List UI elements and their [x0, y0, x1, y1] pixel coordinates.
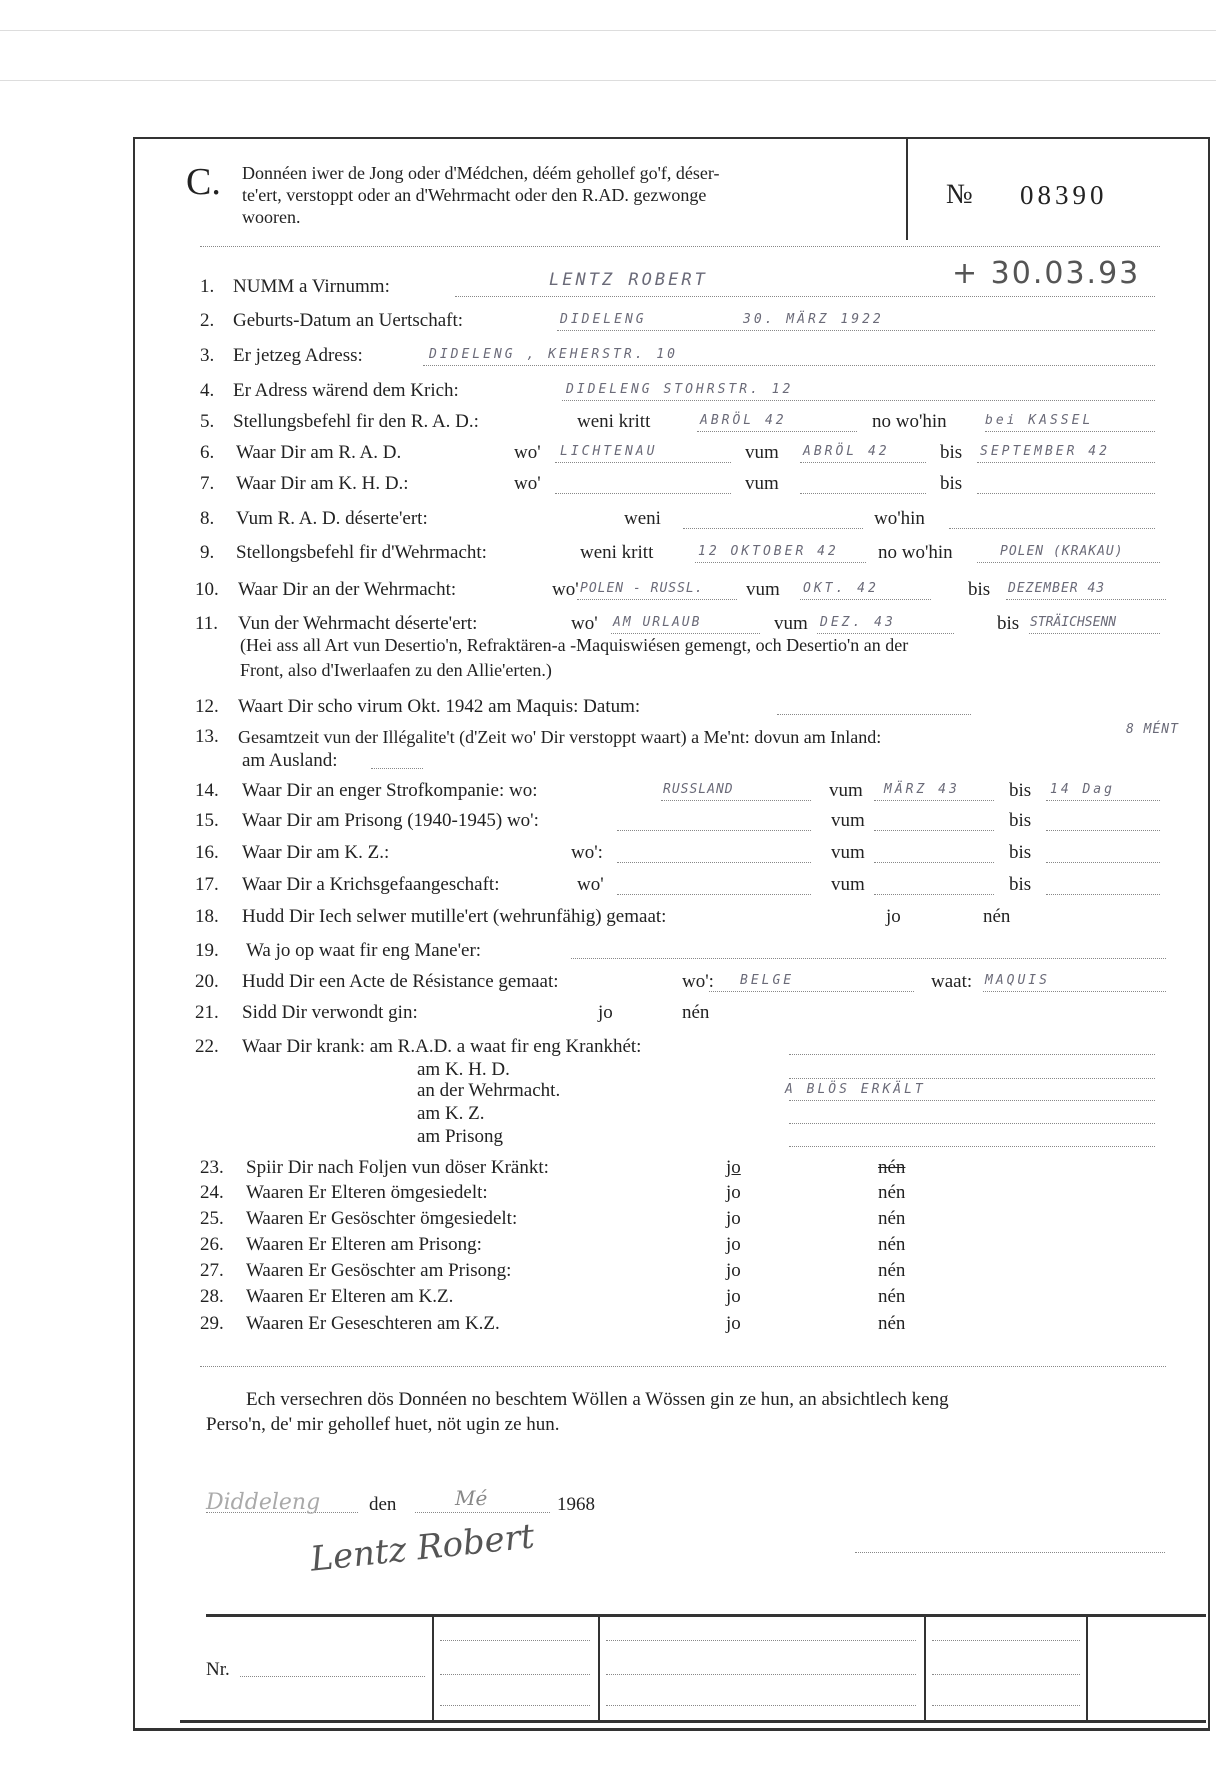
where-value: RUSSLAND	[663, 782, 734, 797]
row-number: 9.	[200, 542, 215, 563]
option-no[interactable]: nén	[878, 1234, 906, 1255]
when-field[interactable]	[697, 431, 857, 432]
from-field[interactable]	[874, 894, 994, 895]
option-yes[interactable]: jo	[726, 1260, 741, 1281]
row-number: 16.	[195, 842, 219, 863]
row-number: 15.	[195, 810, 219, 831]
until-value: DEZEMBER 43	[1008, 581, 1106, 596]
row-number: 17.	[195, 874, 219, 895]
row-number: 1.	[200, 276, 215, 297]
scan-artifact	[0, 80, 1216, 81]
where-field[interactable]	[577, 599, 737, 600]
row-number: 3.	[200, 345, 215, 366]
field-label: vum	[774, 613, 808, 634]
field-label-war-address: Er Adress wärend dem Krich:	[233, 380, 459, 401]
year: 1968	[557, 1494, 595, 1515]
row-number: 28.	[200, 1286, 224, 1307]
field-label: weni kritt	[577, 411, 651, 432]
field-label: Spiir Dir nach Foljen vun döser Kränkt:	[246, 1157, 549, 1178]
field-label: bis	[940, 473, 963, 494]
section-letter: C.	[186, 161, 221, 203]
name-value: LENTZ ROBERT	[549, 270, 708, 290]
field-label: bis	[1009, 874, 1032, 895]
where-field[interactable]	[985, 431, 1155, 432]
table-cell-line[interactable]	[606, 1640, 916, 1641]
field-label: Waar Dir a Krichsgefaangeschaft:	[242, 874, 500, 895]
from-field[interactable]	[800, 462, 926, 463]
declaration-text: Perso'n, de' mir gehollef huet, nöt ugin ze hun.	[206, 1414, 560, 1435]
option-yes[interactable]: jo	[886, 906, 901, 927]
row-number: 6.	[200, 442, 215, 463]
option-no[interactable]: nén	[682, 1002, 710, 1023]
row-number: 5.	[200, 411, 215, 432]
field-label: Waart Dir scho virum Okt. 1942 am Maquis: Datum:	[238, 696, 641, 717]
row-number: 10.	[195, 579, 219, 600]
row-number: 13.	[195, 726, 219, 747]
row-number: 2.	[200, 310, 215, 331]
row-number: 26.	[200, 1234, 224, 1255]
when-value: 12 OKTOBER 42	[698, 544, 839, 559]
where-field[interactable]	[949, 528, 1155, 529]
table-cell-line[interactable]	[440, 1640, 590, 1641]
field-label: Waar Dir am Prisong (1940-1945) wo':	[242, 810, 539, 831]
field-label: Waar Dir am K. H. D.:	[236, 473, 409, 494]
where-value: BELGE	[740, 973, 795, 988]
where-field[interactable]	[617, 862, 811, 863]
war-address-value: DIDELENG STOHRSTR. 12	[566, 382, 794, 397]
field-label-name: NUMM a Virnumm:	[233, 276, 390, 297]
desertion-note: (Hei ass all Art vun Desertio'n, Refraktären-a -Maquiswiésen gemengt, och Desertio'n an der	[240, 635, 909, 655]
field-label: wo'hin	[874, 508, 925, 529]
field-label: Waar Dir am R. A. D.	[236, 442, 402, 463]
field-label: am K. Z.	[417, 1103, 485, 1124]
table-divider	[598, 1617, 600, 1720]
field-label: an der Wehrmacht.	[417, 1080, 561, 1101]
table-top-rule	[206, 1614, 1206, 1617]
option-no[interactable]: nén	[878, 1182, 906, 1203]
field-label: bis	[1009, 842, 1032, 863]
row-number: 14.	[195, 780, 219, 801]
official-signature-field[interactable]	[855, 1552, 1165, 1553]
table-cell-line[interactable]	[440, 1705, 590, 1706]
birth-place-value: DIDELENG	[560, 312, 647, 327]
until-field[interactable]	[1046, 800, 1160, 801]
illness-field[interactable]	[789, 1078, 1155, 1079]
field-label: vum	[831, 842, 865, 863]
field-label: wo'	[552, 579, 579, 600]
illness-value: A BLÖS ERKÄLT	[785, 1082, 926, 1097]
where-field[interactable]	[555, 462, 731, 463]
option-no[interactable]: nén	[878, 1286, 906, 1307]
death-date-note: + 30.03.93	[952, 256, 1141, 291]
desertion-note: Front, also d'Iwerlaafen zu den Allie'erten.)	[240, 660, 552, 680]
field-label: Vum R. A. D. déserte'ert:	[236, 508, 428, 529]
manner-field[interactable]	[571, 958, 1166, 959]
where-value: bei KASSEL	[985, 413, 1094, 428]
field-label: vum	[745, 442, 779, 463]
from-field[interactable]	[800, 493, 926, 494]
field-label: Hudd Dir Iech selwer mutille'ert (wehrunfähig) gemaat:	[242, 906, 667, 927]
illness-field[interactable]	[789, 1054, 1155, 1055]
when-field[interactable]	[695, 562, 866, 563]
option-yes[interactable]: jo	[726, 1208, 741, 1229]
from-field[interactable]	[874, 830, 994, 831]
field-label: vum	[831, 810, 865, 831]
row-number: 19.	[195, 940, 219, 961]
field-label: waat:	[931, 971, 973, 992]
field-label: Vun der Wehrmacht déserte'ert:	[238, 613, 478, 634]
option-yes[interactable]: jo	[726, 1234, 741, 1255]
row-number: 21.	[195, 1002, 219, 1023]
option-no[interactable]: nén	[878, 1208, 906, 1229]
month-value: Mé	[455, 1486, 488, 1510]
inland-value: 8 MÉNT	[1126, 722, 1179, 737]
field-label: Waar Dir am K. Z.:	[242, 842, 390, 863]
from-value: ABRÖL 42	[803, 444, 890, 459]
where-field[interactable]	[709, 991, 914, 992]
table-cell-line[interactable]	[440, 1674, 590, 1675]
address-field[interactable]	[423, 365, 1155, 366]
field-label: weni	[624, 508, 661, 529]
field-label: Hudd Dir een Acte de Résistance gemaat:	[242, 971, 559, 992]
where-value: AM URLAUB	[613, 615, 702, 630]
row-number: 12.	[195, 696, 219, 717]
until-value: STRÄICHSENN	[1030, 615, 1117, 630]
field-label: vum	[829, 780, 863, 801]
number-symbol: №	[946, 179, 973, 210]
until-field[interactable]	[1006, 599, 1166, 600]
row-number: 27.	[200, 1260, 224, 1281]
field-label: wo':	[571, 842, 603, 863]
declaration-text: Ech versechren dös Donnéen no beschtem Wöllen a Wössen gin ze hun, an absichtlech keng	[246, 1389, 949, 1410]
row-number: 24.	[200, 1182, 224, 1203]
row-number: 29.	[200, 1313, 224, 1334]
header-title-line: wooren.	[242, 207, 301, 227]
where-field[interactable]	[661, 800, 811, 801]
what-field[interactable]	[983, 991, 1166, 992]
field-label: vum	[831, 874, 865, 895]
field-label: Stellungsbefehl fir den R. A. D.:	[233, 411, 479, 432]
field-label: Waaren Er Gesöschter ömgesiedelt:	[246, 1208, 518, 1229]
field-label: Stellongsbefehl fir d'Wehrmacht:	[236, 542, 487, 563]
option-no[interactable]: nén	[878, 1260, 906, 1281]
until-field[interactable]	[1029, 633, 1160, 634]
row-number: 11.	[195, 613, 219, 634]
table-divider	[1086, 1617, 1088, 1720]
when-value: ABRÖL 42	[700, 413, 787, 428]
option-no[interactable]: nén	[983, 906, 1011, 927]
row-number: 25.	[200, 1208, 224, 1229]
until-value: 14 Dag	[1050, 782, 1115, 797]
from-value: OKT. 42	[803, 581, 879, 596]
option-yes[interactable]: jo	[726, 1286, 741, 1307]
until-field[interactable]	[977, 462, 1155, 463]
field-label: am K. H. D.	[417, 1059, 510, 1080]
field-label: Waaren Er Elteren am Prisong:	[246, 1234, 482, 1255]
birth-date-value: 30. MÄRZ 1922	[743, 312, 884, 327]
header-divider	[906, 137, 908, 240]
field-label: Gesamtzeit vun der Illégalite't (d'Zeit wo' Dir verstoppt waart) a Me'nt: dovun am Inland:	[238, 727, 882, 747]
field-label: Sidd Dir verwondt gin:	[242, 1002, 418, 1023]
field-label: den	[369, 1494, 397, 1515]
form-number: 08390	[1020, 180, 1108, 210]
place-value: Diddeleng	[206, 1490, 321, 1515]
where-value: POLEN - RUSSL.	[580, 581, 704, 596]
nr-field[interactable]	[240, 1676, 425, 1677]
field-label: Waaren Er Elteren ömgesiedelt:	[246, 1182, 488, 1203]
field-label: wo'	[514, 473, 541, 494]
field-label: Waar Dir an der Wehrmacht:	[238, 579, 457, 600]
field-label: wo'	[571, 613, 598, 634]
illness-field[interactable]	[789, 1123, 1155, 1124]
row-number: 20.	[195, 971, 219, 992]
section-separator	[200, 1366, 1166, 1367]
table-cell-line[interactable]	[932, 1674, 1080, 1675]
signature: Lentz Robert	[308, 1516, 537, 1580]
where-field[interactable]	[617, 830, 811, 831]
row-number: 23.	[200, 1157, 224, 1178]
field-label: bis	[1009, 810, 1032, 831]
nr-label: Nr.	[206, 1659, 230, 1680]
until-field[interactable]	[1046, 830, 1160, 831]
table-bottom-rule	[180, 1720, 1206, 1723]
row-number: 4.	[200, 380, 215, 401]
where-field[interactable]	[977, 562, 1160, 563]
field-label-address: Er jetzeg Adress:	[233, 345, 363, 366]
from-value: MÄRZ 43	[884, 782, 960, 797]
table-cell-line[interactable]	[932, 1705, 1080, 1706]
field-label: bis	[1009, 780, 1032, 801]
until-field[interactable]	[1046, 862, 1160, 863]
until-field[interactable]	[1046, 894, 1160, 895]
field-label: wo'	[577, 874, 604, 895]
field-label: bis	[997, 613, 1020, 634]
row-number: 18.	[195, 906, 219, 927]
field-label: no wo'hin	[872, 411, 947, 432]
option-yes[interactable]: jo	[726, 1157, 741, 1178]
scan-artifact	[0, 30, 1216, 31]
where-field[interactable]	[555, 493, 731, 494]
field-label: Wa jo op waat fir eng Mane'er:	[246, 940, 482, 961]
from-value: DEZ. 43	[820, 615, 896, 630]
row-number: 8.	[200, 508, 215, 529]
field-label-birth: Geburts-Datum an Uertschaft:	[233, 310, 464, 331]
from-field[interactable]	[874, 862, 994, 863]
where-field[interactable]	[617, 894, 811, 895]
field-label: Waaren Er Geseschteren am K.Z.	[246, 1313, 500, 1334]
field-label: Waaren Er Gesöschter am Prisong:	[246, 1260, 512, 1281]
option-no[interactable]: nén	[878, 1157, 906, 1178]
field-label: bis	[940, 442, 963, 463]
where-value: LICHTENAU	[560, 444, 658, 459]
option-yes[interactable]: jo	[598, 1002, 613, 1023]
field-label: am Prisong	[417, 1126, 504, 1147]
field-label: vum	[746, 579, 780, 600]
table-cell-line[interactable]	[606, 1705, 916, 1706]
table-divider	[432, 1617, 434, 1720]
maquis-date-field[interactable]	[777, 714, 971, 715]
when-field[interactable]	[683, 528, 863, 529]
until-field[interactable]	[977, 493, 1155, 494]
name-field[interactable]	[455, 296, 1155, 297]
field-label: Waar Dir krank: am R.A.D. a waat fir eng Krankhét:	[242, 1036, 642, 1057]
field-label: am Ausland:	[242, 750, 338, 771]
where-value: POLEN (KRAKAU)	[1000, 544, 1124, 559]
illness-field[interactable]	[789, 1100, 1155, 1101]
field-label: wo':	[682, 971, 714, 992]
what-value: MAQUIS	[985, 973, 1050, 988]
option-yes[interactable]: jo	[726, 1313, 741, 1334]
address-value: DIDELENG , KEHERSTR. 10	[429, 347, 679, 362]
row-number: 7.	[200, 473, 215, 494]
from-field[interactable]	[874, 800, 994, 801]
table-divider	[924, 1617, 926, 1720]
month-field[interactable]	[415, 1512, 550, 1513]
from-field[interactable]	[800, 599, 931, 600]
field-label: Waar Dir an enger Strofkompanie: wo:	[242, 780, 538, 801]
war-address-field[interactable]	[562, 400, 1155, 401]
until-value: SEPTEMBER 42	[980, 444, 1110, 459]
table-cell-line[interactable]	[606, 1674, 916, 1675]
field-label: bis	[968, 579, 991, 600]
option-no[interactable]: nén	[878, 1313, 906, 1334]
header-title-line: te'ert, verstoppt oder an d'Wehrmacht oder den R.AD. gezwonge	[242, 185, 707, 205]
field-label: Waaren Er Elteren am K.Z.	[246, 1286, 454, 1307]
illness-field[interactable]	[789, 1146, 1155, 1147]
field-label: vum	[745, 473, 779, 494]
table-cell-line[interactable]	[932, 1640, 1080, 1641]
birth-field[interactable]	[557, 330, 1155, 331]
field-label: weni kritt	[580, 542, 654, 563]
abroad-field[interactable]	[371, 768, 423, 769]
header-title-line: Donnéen iwer de Jong oder d'Médchen, déém gehollef go'f, déser-	[242, 163, 720, 183]
option-yes[interactable]: jo	[726, 1182, 741, 1203]
row-number: 22.	[195, 1036, 219, 1057]
field-label: wo'	[514, 442, 541, 463]
header-separator	[200, 246, 1160, 247]
field-label: no wo'hin	[878, 542, 953, 563]
